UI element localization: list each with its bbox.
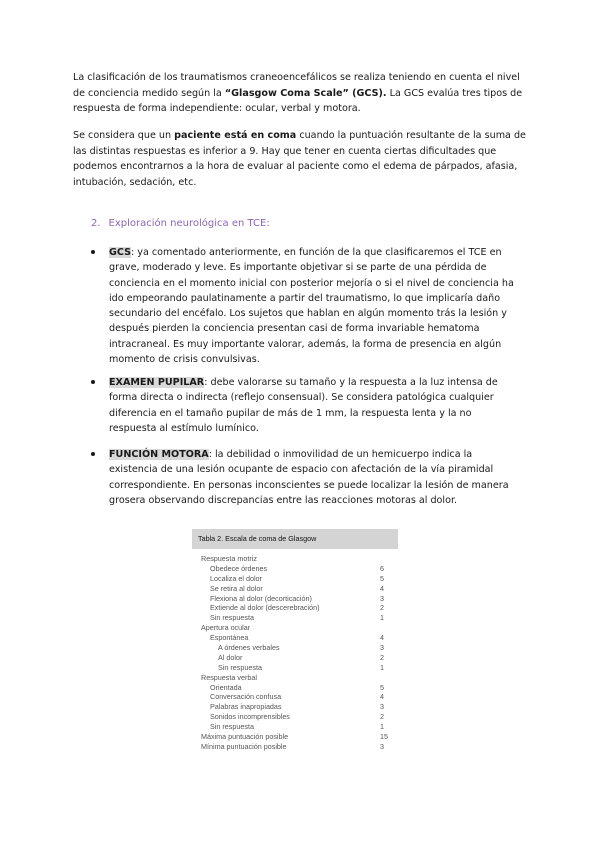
row-label: Localiza el dolor (210, 573, 262, 583)
table-row (192, 712, 398, 722)
bullet-body: : ya comentado anteriormente, en función de la que clasificaremos el TCE en grave, moderado y leve. Es importante objetivar si se parte de una pérdida de conciencia en el momento inicial con posterior mejoría o si el nivel de conciencia ha ido empeorando paulatinamente a partir del traumatismo, lo que implicaría daño secundario del encéfalo. Los sujetos que hablan en algún momento trás la lesión y después pierden la conciencia presentan casi de forma invariable hematoma intracraneal. Es muy importante valorar, además, la forma de presencia en algún momento de crisis convulsivas. (109, 247, 514, 366)
row-value: 2 (380, 603, 384, 613)
section-number: 2. (91, 218, 101, 229)
bullet-text (109, 375, 516, 436)
intro-p2-text: Se considera que un (73, 130, 175, 141)
intro-paragraph-2 (73, 128, 528, 190)
table-row (192, 603, 398, 613)
table-row (192, 722, 398, 732)
row-value: 1 (380, 662, 384, 672)
bullet-dot-icon (91, 452, 95, 456)
bullet-body: : debe valorarse su tamaño y la respuesta a la luz intensa de forma directa o indirecta (reflejo consensual). Se considera patológica cualquier diferencia en el tamaño pupilar de más de 1 mm, la respuesta lenta y la no respuesta al estímulo lumínico. (109, 377, 498, 434)
table-row (192, 732, 398, 742)
intro-p2-text-end: cuando la puntuación resultante de la suma de las distintas respuestas es inferior a 9. Hay que tener en cuenta ciertas dificultades que podemos encontrarnos a la hora de evaluar al paciente como el edema de párpados, afasia, intubación, sedación, etc. (73, 130, 526, 188)
row-value: 4 (380, 583, 384, 593)
glasgow-table (192, 529, 398, 755)
row-value: 2 (380, 712, 384, 722)
row-value: 4 (380, 633, 384, 643)
table-row (192, 613, 398, 623)
table-body (192, 549, 398, 752)
row-value: 6 (380, 563, 384, 573)
row-label: Extiende al dolor (descerebración) (210, 603, 320, 613)
table-row (192, 663, 398, 673)
row-value: 4 (380, 692, 384, 702)
intro-p1-text: La clasificación de los traumatismos craneoencefálicos se realiza teniendo en cuenta el nivel de conciencia medido según la (73, 72, 520, 99)
row-value: 15 (380, 732, 388, 742)
table-title: Tabla 2. Escala de coma de Glasgow (192, 529, 398, 549)
intro-paragraph-1 (73, 70, 528, 117)
bullet-dot-icon (91, 380, 95, 384)
row-label: Espontánea (210, 633, 249, 643)
row-label: Conversación confusa (210, 692, 282, 702)
row-label: Sin respuesta (210, 613, 254, 623)
table-row (192, 653, 398, 663)
row-value: 5 (380, 682, 384, 692)
table-row (192, 643, 398, 653)
bullet-body: : la debilidad o inmovilidad de un hemicuerpo indica la existencia de una lesión ocupante de espacio con afectación de la vía piramidal correspondiente. En personas inconscientes se puede localizar la lesión de manera grosera observando discrepancias entre las reacciones motoras al dolor. (109, 449, 509, 506)
row-label: Respuesta verbal (201, 672, 257, 682)
row-value: 1 (380, 722, 384, 732)
table-row (192, 633, 398, 643)
row-label: Sin respuesta (218, 662, 262, 672)
table-row (192, 554, 398, 564)
table-row (192, 564, 398, 574)
section-title: Exploración neurológica en TCE: (108, 218, 270, 229)
row-label: Apertura ocular (201, 623, 251, 633)
row-value: 3 (380, 593, 384, 603)
row-value: 5 (380, 573, 384, 583)
row-label: Al dolor (218, 652, 243, 662)
table-row (192, 692, 398, 702)
section-heading (91, 218, 270, 229)
intro-p1-bold: “Glasgow Coma Scale” (GCS). (224, 87, 387, 99)
row-label: Mínima puntuación posible (201, 741, 287, 751)
row-label: Respuesta motriz (201, 554, 257, 563)
bullet-text (109, 447, 516, 508)
row-value: 1 (380, 613, 384, 623)
table-row (192, 673, 398, 683)
row-label: Se retira al dolor (210, 583, 263, 593)
table-row (192, 584, 398, 594)
bullet-term: FUNCIÓN MOTORA (109, 449, 209, 460)
table-row (192, 702, 398, 712)
table-row (192, 594, 398, 604)
row-label: Obedece órdenes (210, 563, 268, 573)
bullet-text (109, 245, 516, 367)
row-label: Máxima puntuación posible (201, 732, 289, 742)
table-row (192, 742, 398, 752)
table-row (192, 683, 398, 693)
row-label: A órdenes verbales (218, 643, 280, 653)
bullet-dot-icon (91, 250, 95, 254)
bullet-item-gcs (91, 245, 516, 367)
row-value: 3 (380, 741, 384, 751)
table-row (192, 574, 398, 584)
row-label: Flexiona al dolor (decorticación) (210, 593, 312, 603)
bullet-item-pupilar (91, 375, 516, 436)
intro-p1-text-end: La GCS evalúa tres tipos de respuesta de forma independiente: ocular, verbal y motora. (73, 87, 523, 115)
bullet-term: EXAMEN PUPILAR (109, 377, 205, 388)
bullet-term: GCS (109, 247, 132, 258)
bullet-item-motora (91, 447, 516, 508)
row-label: Orientada (210, 682, 242, 692)
row-label: Sin respuesta (210, 722, 254, 732)
row-label: Palabras inapropiadas (210, 702, 282, 712)
row-value: 3 (380, 702, 384, 712)
row-label: Sonidos incomprensibles (210, 712, 290, 722)
intro-p2-bold: paciente está en coma (174, 130, 297, 141)
row-value: 3 (380, 643, 384, 653)
row-value: 2 (380, 652, 384, 662)
table-row (192, 623, 398, 633)
